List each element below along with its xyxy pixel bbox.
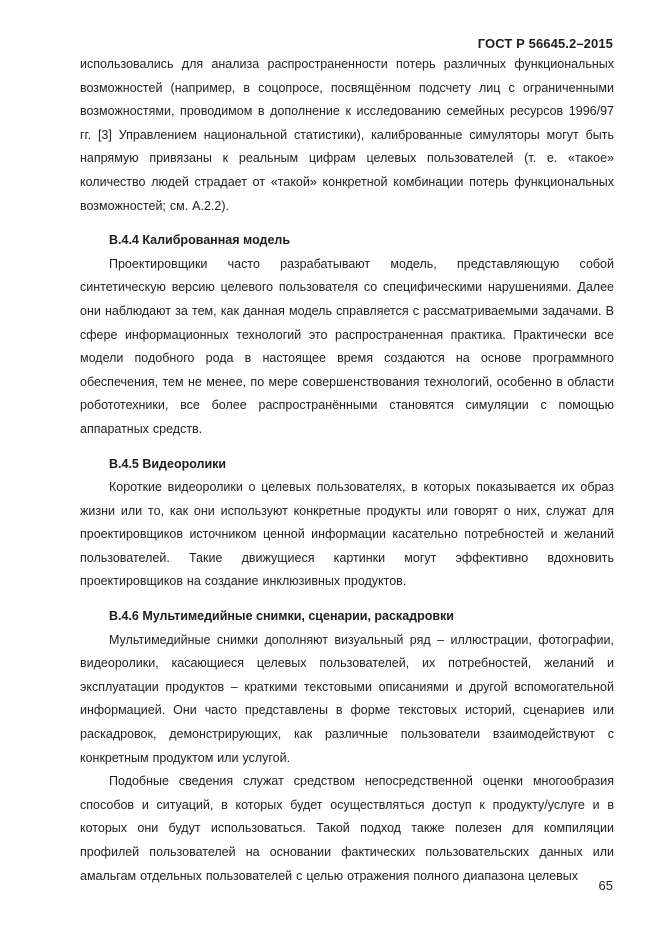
section-heading-b46: В.4.6 Мультимедийные снимки, сценарии, раскадровки (109, 609, 454, 624)
section-heading-b44: В.4.4 Калиброванная модель (109, 233, 291, 248)
page-content (80, 53, 614, 888)
page-number: 65 (598, 878, 613, 893)
section-b46-paragraph-1: Мультимедийные снимки дополняют визуальный ряд – иллюстрации, фотографии, видеоролики, касающиеся целевых пользователей, их потребностей, желаний и эксплуатации продуктов – краткими текстовыми описаниями и другой вспомогательной информацией. Они часто представлены в форме текстовых историй, сценариев или раскадровок, демонстрирующих, как различные пользователи взаимодействуют с конкретным продуктом или услугой. (80, 632, 614, 765)
document-header: ГОСТ Р 56645.2–2015 (477, 36, 613, 51)
section-b46-paragraph-2: Подобные сведения служат средством непосредственной оценки многообразия способов и ситуаций, в которых будет осуществляться доступ к продукту/услуге и в которых они будут использоваться. Такой подход также полезен для компиляции профилей пользователей на основании фактических пользовательских данных или амальгам отдельных пользователей с целью отражения полного диапазона целевых (80, 774, 614, 883)
intro-paragraph: использовались для анализа распространенности потерь различных функциональных возможностей (например, в соцопросе, посвящённом подсчету лиц с ограниченными возможностями, проводимом в дополнение к исследованию семейных ресурсов 1996/97 гг. [3] Управлением национальной статистики), калиброванные симуляторы могут быть напрямую привязаны к реальным цифрам целевых пользователей (т. е. «такое» количество людей страдает от «такой» конкретной комбинации потерь функциональных возможностей; см. А.2.2). (80, 57, 614, 213)
section-b45-paragraph: Короткие видеоролики о целевых пользователях, в которых показывается их образ жизни или то, как они используют конкретные продукты или говорят о них, служат для проектировщиков источником ценной информации касательно потребностей и желаний пользователей. Такие движущиеся картинки могут эффективно вдохновить проектировщиков на создание инклюзивных продуктов. (80, 480, 614, 589)
section-b44-paragraph: Проектировщики часто разрабатывают модель, представляющую собой синтетическую версию целевого пользователя со специфическими нарушениями. Далее они наблюдают за тем, как данная модель справляется с рассматриваемыми задачами. В сфере информационных технологий это распространенная практика. Практически все модели подобного рода в настоящее время создаются на основе программного обеспечения, тем не менее, по мере совершенствования технологий, особенно в области робототехники, все более распространёнными становятся симуляции с помощью аппаратных средств. (80, 256, 614, 436)
section-heading-b45: В.4.5 Видеоролики (109, 456, 227, 471)
